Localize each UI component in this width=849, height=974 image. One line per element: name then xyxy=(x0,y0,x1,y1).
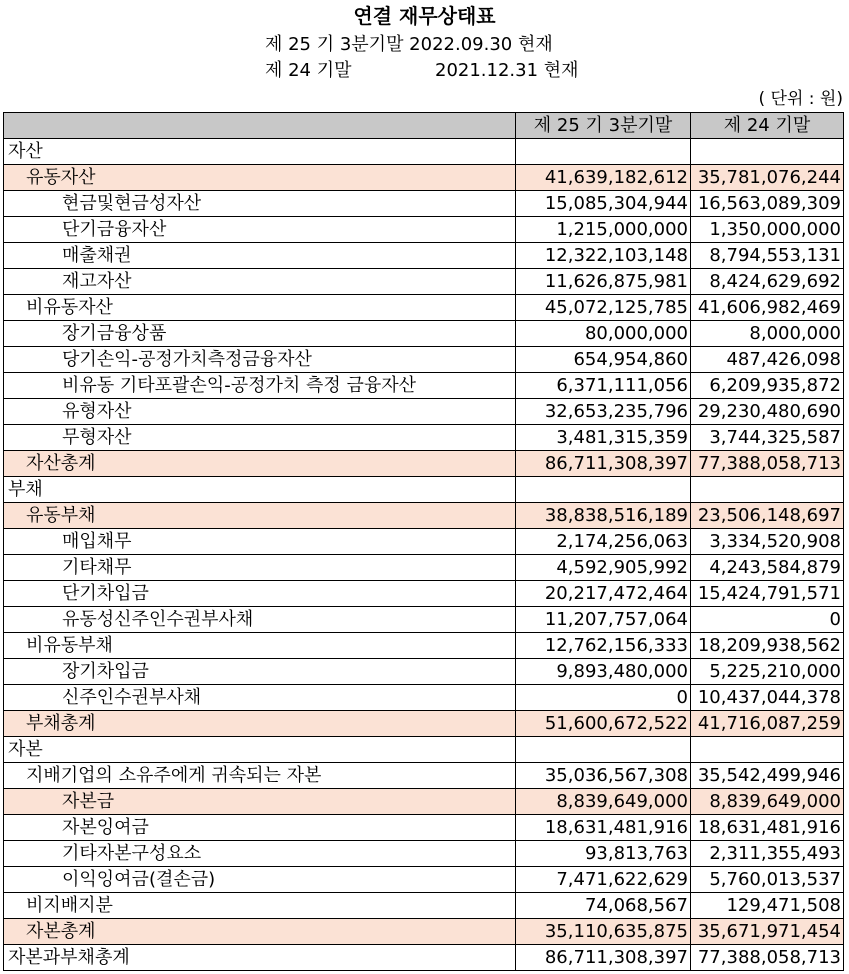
table-row xyxy=(4,815,844,841)
current-period-value: 3,481,315,359 xyxy=(516,425,691,451)
table-row xyxy=(4,867,844,893)
account-label: 비유동부채 xyxy=(4,633,516,659)
table-row xyxy=(4,191,844,217)
table-row xyxy=(4,373,844,399)
account-label: 자본총계 xyxy=(4,919,516,945)
account-label: 비유동 기타포괄손익-공정가치 측정 금융자산 xyxy=(4,373,516,399)
account-label: 무형자산 xyxy=(4,425,516,451)
prior-period-value: 0 xyxy=(691,607,844,633)
account-label: 자본잉여금 xyxy=(4,815,516,841)
header-current-period: 제 25 기 3분기말 xyxy=(516,113,691,139)
current-period-value: 2,174,256,063 xyxy=(516,529,691,555)
prior-period-value: 129,471,508 xyxy=(691,893,844,919)
current-period-value: 41,639,182,612 xyxy=(516,165,691,191)
table-row xyxy=(4,945,844,971)
period-prior-label: 제 24 기말 xyxy=(265,60,352,81)
account-label: 자산 xyxy=(4,139,516,165)
header-prior-period: 제 24 기말 xyxy=(691,113,844,139)
current-period-value: 38,838,516,189 xyxy=(516,503,691,529)
table-row xyxy=(4,529,844,555)
current-period-value xyxy=(516,737,691,763)
table-row xyxy=(4,893,844,919)
table-body xyxy=(4,139,844,971)
current-period-value: 7,471,622,629 xyxy=(516,867,691,893)
account-label: 유동부채 xyxy=(4,503,516,529)
prior-period-value: 8,000,000 xyxy=(691,321,844,347)
current-period-value: 45,072,125,785 xyxy=(516,295,691,321)
table-row xyxy=(4,607,844,633)
table-row xyxy=(4,347,844,373)
current-period-value: 35,036,567,308 xyxy=(516,763,691,789)
account-label: 유형자산 xyxy=(4,399,516,425)
prior-period-value: 35,542,499,946 xyxy=(691,763,844,789)
prior-period-value xyxy=(691,139,844,165)
account-label: 기타자본구성요소 xyxy=(4,841,516,867)
balance-sheet-table xyxy=(3,112,844,971)
table-row xyxy=(4,685,844,711)
prior-period-value: 8,794,553,131 xyxy=(691,243,844,269)
account-label: 유동성신주인수권부사채 xyxy=(4,607,516,633)
prior-period-value: 2,311,355,493 xyxy=(691,841,844,867)
prior-period-value: 77,388,058,713 xyxy=(691,451,844,477)
account-label: 이익잉여금(결손금) xyxy=(4,867,516,893)
account-label: 현금및현금성자산 xyxy=(4,191,516,217)
prior-period-value: 3,334,520,908 xyxy=(691,529,844,555)
account-label: 재고자산 xyxy=(4,269,516,295)
prior-period-value: 10,437,044,378 xyxy=(691,685,844,711)
table-header-row xyxy=(4,113,844,139)
current-period-value xyxy=(516,139,691,165)
account-label: 매출채권 xyxy=(4,243,516,269)
prior-period-value: 487,426,098 xyxy=(691,347,844,373)
current-period-value: 20,217,472,464 xyxy=(516,581,691,607)
prior-period-value: 15,424,791,571 xyxy=(691,581,844,607)
current-period-value: 86,711,308,397 xyxy=(516,945,691,971)
current-period-value: 51,600,672,522 xyxy=(516,711,691,737)
current-period-value: 18,631,481,916 xyxy=(516,815,691,841)
table-row xyxy=(4,243,844,269)
current-period-value: 9,893,480,000 xyxy=(516,659,691,685)
current-period-value: 93,813,763 xyxy=(516,841,691,867)
prior-period-value: 35,781,076,244 xyxy=(691,165,844,191)
current-period-value: 12,762,156,333 xyxy=(516,633,691,659)
prior-period-value: 5,225,210,000 xyxy=(691,659,844,685)
table-row xyxy=(4,477,844,503)
current-period-value: 6,371,111,056 xyxy=(516,373,691,399)
account-label: 신주인수권부사채 xyxy=(4,685,516,711)
table-row xyxy=(4,633,844,659)
account-label: 비유동자산 xyxy=(4,295,516,321)
current-period-value: 0 xyxy=(516,685,691,711)
table-row xyxy=(4,841,844,867)
period-prior-date: 2021.12.31 현재 xyxy=(435,60,579,81)
account-label: 단기차입금 xyxy=(4,581,516,607)
table-row xyxy=(4,919,844,945)
account-label: 유동자산 xyxy=(4,165,516,191)
current-period-value: 32,653,235,796 xyxy=(516,399,691,425)
account-label: 자산총계 xyxy=(4,451,516,477)
account-label: 자본과부채총계 xyxy=(4,945,516,971)
prior-period-value: 18,209,938,562 xyxy=(691,633,844,659)
table-row xyxy=(4,711,844,737)
unit-note: ( 단위 : 원) xyxy=(758,89,843,109)
account-label: 부채총계 xyxy=(4,711,516,737)
prior-period-value: 8,424,629,692 xyxy=(691,269,844,295)
table-row xyxy=(4,425,844,451)
prior-period-value: 35,671,971,454 xyxy=(691,919,844,945)
account-label: 장기금융상품 xyxy=(4,321,516,347)
prior-period-value: 3,744,325,587 xyxy=(691,425,844,451)
period-current: 제 25 기 3분기말 2022.09.30 현재 xyxy=(265,34,553,55)
header-account xyxy=(4,113,516,139)
prior-period-value: 4,243,584,879 xyxy=(691,555,844,581)
prior-period-value: 23,506,148,697 xyxy=(691,503,844,529)
account-label: 장기차입금 xyxy=(4,659,516,685)
table-row xyxy=(4,165,844,191)
account-label: 부채 xyxy=(4,477,516,503)
prior-period-value: 8,839,649,000 xyxy=(691,789,844,815)
current-period-value xyxy=(516,477,691,503)
table-row xyxy=(4,555,844,581)
prior-period-value: 77,388,058,713 xyxy=(691,945,844,971)
current-period-value: 654,954,860 xyxy=(516,347,691,373)
table-row xyxy=(4,217,844,243)
prior-period-value xyxy=(691,737,844,763)
prior-period-value: 1,350,000,000 xyxy=(691,217,844,243)
account-label: 기타채무 xyxy=(4,555,516,581)
current-period-value: 1,215,000,000 xyxy=(516,217,691,243)
table-row xyxy=(4,295,844,321)
current-period-value: 11,626,875,981 xyxy=(516,269,691,295)
table-row xyxy=(4,269,844,295)
account-label: 자본 xyxy=(4,737,516,763)
prior-period-value: 6,209,935,872 xyxy=(691,373,844,399)
table-row xyxy=(4,763,844,789)
account-label: 지배기업의 소유주에게 귀속되는 자본 xyxy=(4,763,516,789)
prior-period-value: 16,563,089,309 xyxy=(691,191,844,217)
account-label: 비지배지분 xyxy=(4,893,516,919)
current-period-value: 86,711,308,397 xyxy=(516,451,691,477)
prior-period-value: 5,760,013,537 xyxy=(691,867,844,893)
account-label: 자본금 xyxy=(4,789,516,815)
prior-period-value: 29,230,480,690 xyxy=(691,399,844,425)
current-period-value: 80,000,000 xyxy=(516,321,691,347)
table-row xyxy=(4,451,844,477)
account-label: 매입채무 xyxy=(4,529,516,555)
prior-period-value: 18,631,481,916 xyxy=(691,815,844,841)
current-period-value: 4,592,905,992 xyxy=(516,555,691,581)
current-period-value: 12,322,103,148 xyxy=(516,243,691,269)
current-period-value: 74,068,567 xyxy=(516,893,691,919)
table-row xyxy=(4,789,844,815)
table-row xyxy=(4,737,844,763)
table-row xyxy=(4,503,844,529)
current-period-value: 11,207,757,064 xyxy=(516,607,691,633)
table-row xyxy=(4,399,844,425)
table-row xyxy=(4,139,844,165)
account-label: 당기손익-공정가치측정금융자산 xyxy=(4,347,516,373)
current-period-value: 8,839,649,000 xyxy=(516,789,691,815)
prior-period-value: 41,716,087,259 xyxy=(691,711,844,737)
current-period-value: 15,085,304,944 xyxy=(516,191,691,217)
table-row xyxy=(4,321,844,347)
account-label: 단기금융자산 xyxy=(4,217,516,243)
table-row xyxy=(4,581,844,607)
table-row xyxy=(4,659,844,685)
current-period-value: 35,110,635,875 xyxy=(516,919,691,945)
prior-period-value: 41,606,982,469 xyxy=(691,295,844,321)
statement-title: 연결 재무상태표 xyxy=(353,4,496,28)
prior-period-value xyxy=(691,477,844,503)
